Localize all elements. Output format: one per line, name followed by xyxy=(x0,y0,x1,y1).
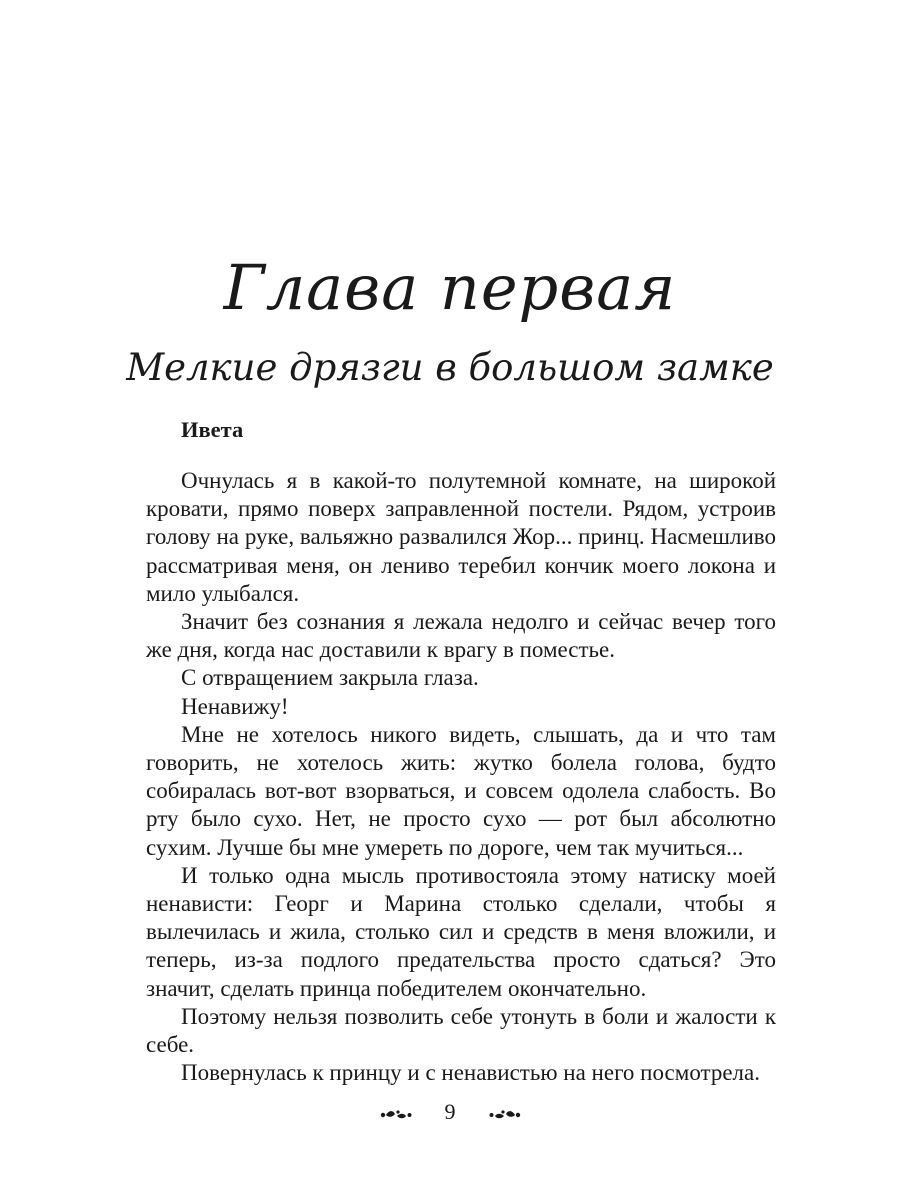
paragraph: Значит без сознания я лежала недолго и сейчас вечер того же дня, когда нас доставили к врагу в поместье. xyxy=(146,609,776,663)
floral-ornament-icon xyxy=(379,1107,413,1121)
floral-ornament-icon xyxy=(488,1107,522,1121)
body-text xyxy=(146,467,776,1087)
chapter-title: Глава первая xyxy=(223,251,677,324)
chapter-subtitle: Мелкие дрязги в большом замке xyxy=(126,346,774,389)
page-number: 9 xyxy=(444,1099,456,1124)
section-heading: Ивета xyxy=(181,417,244,442)
paragraph: Мне не хотелось никого видеть, слышать, да и что там говорить, не хотелось жить: жутко болела голова, будто собиралась вот-вот взорваться, и совсем одолела слабость. Во рту было сухо. Нет, не просто сухо — рот был абсолютно сухим. Лучше бы мне умереть по дороге, чем так мучиться... xyxy=(146,721,776,860)
paragraph: Повернулась к принцу и с ненавистью на него посмотрела. xyxy=(181,1060,760,1086)
paragraph: Очнулась я в какой-то полутемной комнате, на широкой кровати, прямо поверх заправленной постели. Рядом, устроив голову на руке, вальяжно развалился Жор... принц. Насмешливо рассматривая меня, он лениво теребил кончик моего локона и мило улыбался. xyxy=(146,468,776,606)
page-footer xyxy=(0,1096,900,1128)
paragraph: Поэтому нельзя позволить себе утонуть в боли и жалости к себе. xyxy=(146,1003,776,1058)
paragraph: С отвращением закрыла глаза. xyxy=(181,665,479,691)
paragraph: Ненавижу! xyxy=(181,693,289,719)
paragraph: И только одна мысль противостояла этому натиску моей ненависти: Георг и Марина столько сделали, чтобы я вылечилась и жила, столько сил и средств в меня вложили, и теперь, из-за подлого предательства просто сдаться? Это значит, сделать принца победителем окончательно. xyxy=(146,862,776,1001)
